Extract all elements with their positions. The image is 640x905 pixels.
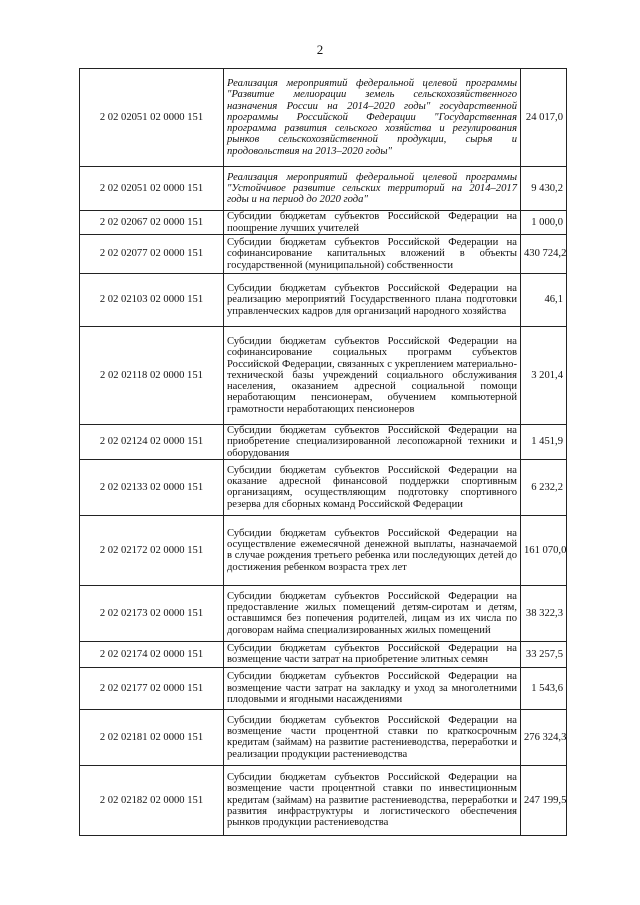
amount-cell: 6 232,2 [521, 459, 567, 515]
budget-code-cell: 2 02 02173 02 0000 151 [80, 585, 224, 641]
budget-code-cell: 2 02 02067 02 0000 151 [80, 211, 224, 235]
description-cell: Субсидии бюджетам субъектов Российской Федерации на софинансирование социальных программ субъектов Российской Федерации, связанных с укреплением материально-технической базы учреждений социального обслуживания населения, оказанием адресной социальной помощи неработающим пенсионерам, обучением компьютерной грамотности неработающих пенсионеров [224, 327, 521, 425]
table-row [80, 765, 567, 835]
amount-cell: 9 430,2 [521, 167, 567, 211]
description-cell: Субсидии бюджетам субъектов Российской Федерации на приобретение специализированной лесопожарной техники и оборудования [224, 425, 521, 460]
description-cell: Субсидии бюджетам субъектов Российской Федерации на оказание адресной финансовой поддержки спортивным организациям, осуществляющим подготовку спортивного резерва для сборных команд Российской Федерации [224, 459, 521, 515]
page-number: 2 [316, 42, 324, 57]
amount-cell: 247 199,5 [521, 765, 567, 835]
table-row [80, 235, 567, 274]
table-row [80, 585, 567, 641]
budget-code-cell: 2 02 02051 02 0000 151 [80, 69, 224, 167]
amount-cell: 33 257,5 [521, 641, 567, 667]
budget-code-cell: 2 02 02181 02 0000 151 [80, 709, 224, 765]
description-cell: Субсидии бюджетам субъектов Российской Федерации на софинансирование капитальных вложений в объекты государственной (муниципальной) собственности [224, 235, 521, 274]
description-cell: Субсидии бюджетам субъектов Российской Федерации на возмещение части процентной ставки по инвестиционным кредитам (займам) на развитие растениеводства, переработки и развития инфраструктуры и логистического обеспечения рынков продукции растениеводства [224, 765, 521, 835]
amount-cell: 46,1 [521, 274, 567, 327]
amount-cell: 161 070,0 [521, 515, 567, 585]
budget-table [79, 68, 567, 836]
table-row [80, 274, 567, 327]
description-cell: Субсидии бюджетам субъектов Российской Федерации на возмещение части затрат на закладку и уход за многолетними плодовыми и ягодными насаждениями [224, 667, 521, 709]
table-row [80, 211, 567, 235]
budget-code-cell: 2 02 02124 02 0000 151 [80, 425, 224, 460]
budget-table-body [80, 69, 567, 836]
amount-cell: 24 017,0 [521, 69, 567, 167]
description-cell: Реализация мероприятий федеральной целевой программы "Развитие мелиорации земель сельскохозяйственного назначения России на 2014–2020 годы" государственной программы Российской Федерации "Государственная программа развития сельского хозяйства и регулирования рынков сельскохозяйственной продукции, сырья и продовольствия на 2013–2020 годы" [224, 69, 521, 167]
amount-cell: 276 324,3 [521, 709, 567, 765]
budget-code-cell: 2 02 02172 02 0000 151 [80, 515, 224, 585]
amount-cell: 1 000,0 [521, 211, 567, 235]
budget-code-cell: 2 02 02177 02 0000 151 [80, 667, 224, 709]
table-row [80, 327, 567, 425]
budget-code-cell: 2 02 02103 02 0000 151 [80, 274, 224, 327]
description-cell: Субсидии бюджетам субъектов Российской Федерации на предоставление жилых помещений детям-сиротам и детям, оставшимся без попечения родителей, лицам из их числа по договорам найма специализированных жилых помещений [224, 585, 521, 641]
table-row [80, 641, 567, 667]
table-row [80, 709, 567, 765]
table-row [80, 69, 567, 167]
amount-cell: 430 724,2 [521, 235, 567, 274]
budget-code-cell: 2 02 02133 02 0000 151 [80, 459, 224, 515]
description-cell: Субсидии бюджетам субъектов Российской Федерации на возмещение части процентной ставки по краткосрочным кредитам (займам) на развитие растениеводства, переработки и реализации продукции растениеводства [224, 709, 521, 765]
table-row [80, 667, 567, 709]
amount-cell: 1 543,6 [521, 667, 567, 709]
budget-code-cell: 2 02 02051 02 0000 151 [80, 167, 224, 211]
budget-code-cell: 2 02 02118 02 0000 151 [80, 327, 224, 425]
description-cell: Субсидии бюджетам субъектов Российской Федерации на поощрение лучших учителей [224, 211, 521, 235]
table-row [80, 425, 567, 460]
table-row [80, 167, 567, 211]
description-cell: Субсидии бюджетам субъектов Российской Федерации на возмещение части затрат на приобретение элитных семян [224, 641, 521, 667]
description-cell: Субсидии бюджетам субъектов Российской Федерации на осуществление ежемесячной денежной выплаты, назначаемой в случае рождения третьего ребенка или последующих детей до достижения ребенком возраста трех лет [224, 515, 521, 585]
table-row [80, 459, 567, 515]
amount-cell: 38 322,3 [521, 585, 567, 641]
description-cell: Реализация мероприятий федеральной целевой программы "Устойчивое развитие сельских территорий на 2014–2017 годы и на период до 2020 года" [224, 167, 521, 211]
amount-cell: 1 451,9 [521, 425, 567, 460]
amount-cell: 3 201,4 [521, 327, 567, 425]
budget-code-cell: 2 02 02174 02 0000 151 [80, 641, 224, 667]
budget-code-cell: 2 02 02077 02 0000 151 [80, 235, 224, 274]
description-cell: Субсидии бюджетам субъектов Российской Федерации на реализацию мероприятий Государственного плана подготовки управленческих кадров для организаций народного хозяйства [224, 274, 521, 327]
table-row [80, 515, 567, 585]
budget-code-cell: 2 02 02182 02 0000 151 [80, 765, 224, 835]
